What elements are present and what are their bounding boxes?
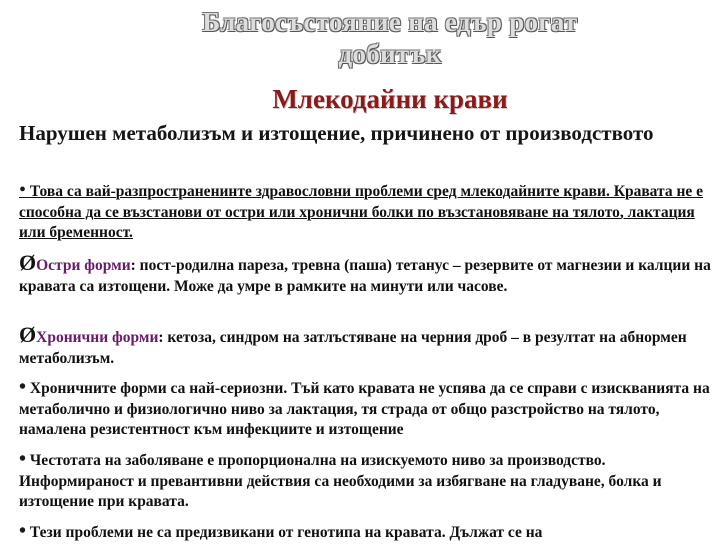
paragraph-text: : пост-родилна пареза, тревна (паша) тетанус – резервите от магнезии и калции на кравата са изтощени. Може да умре в рамките на минути или часове. (19, 257, 711, 295)
paragraph-chronic-forms (19, 322, 713, 369)
paragraph-text: Хроничните форми са най-сериозни. Тъй като кравата не успява да се справи с изискванията на метаболично и физиологично ниво за лактация, тя страда от общо разстройство на тялото, намалена резистентност към инфекциите и изтощение (19, 380, 710, 438)
bullet-icon: • (19, 448, 27, 470)
slide-title: Благосъстояние на едър рогат добитък (202, 7, 578, 69)
term-acute-forms: Остри форми (36, 257, 131, 274)
bullet-icon: • (19, 179, 27, 201)
paragraph-genotype (19, 521, 713, 544)
paragraph-text: Тези проблеми не са предизвикани от генотипа на кравата. Дължат се на (26, 524, 543, 541)
arrow-bullet-icon: Ø (19, 322, 37, 347)
paragraph-text: Честотата на заболяване е пропорционална на изискуемото ниво за производство. Информираност и превантивни действия са необходими за избягване на гладуване, болка и изтощение при кравата. (19, 452, 662, 510)
paragraph-overview (19, 180, 713, 244)
arrow-bullet-icon: Ø (19, 250, 37, 275)
bullet-icon: • (19, 520, 27, 542)
paragraph-text: : кетоза, синдром на затлъстяване на черния дроб – в резултат на абнормен метаболизъм. (19, 329, 687, 367)
slide-subtitle: Млекодайни крави (272, 84, 508, 114)
term-chronic-forms: Хронични форми (36, 329, 159, 346)
bullet-icon: • (19, 376, 27, 398)
section-heading: Нарушен метаболизъм и изтощение, причинено от производството (19, 121, 654, 145)
paragraph-text: Това са вай-разпространенинте здравословни проблеми сред млекодайните крави. Кравата не е способна да се възстанови от остри или хронични болки по възстановяване на тялото, лактация или бременност. (19, 183, 704, 241)
paragraph-incidence (19, 449, 713, 513)
paragraph-chronic-severity (19, 377, 713, 441)
paragraph-acute-forms (19, 250, 713, 297)
